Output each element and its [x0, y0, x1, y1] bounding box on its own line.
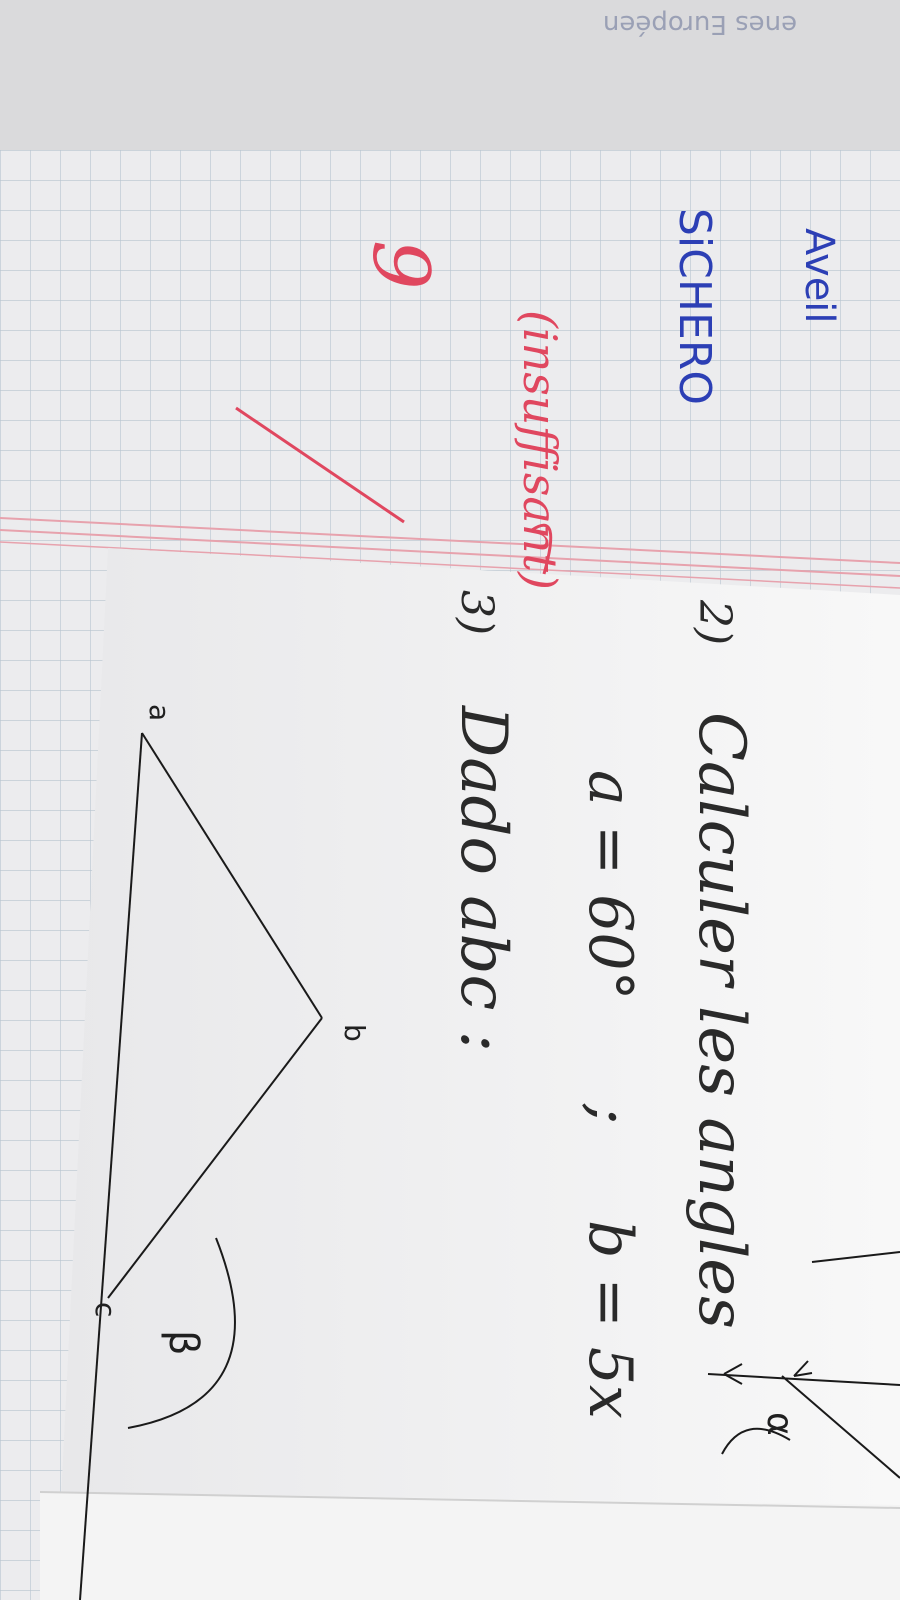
grade-score: 9	[355, 240, 445, 290]
vertex-a-label: a	[143, 704, 176, 722]
student-last-name: SiCHERO	[669, 208, 720, 405]
exercise-3-instruction: Dado abc :	[446, 706, 520, 1053]
grade-comment: (insuffisant)	[513, 310, 567, 590]
angle-beta-label: β	[160, 1330, 206, 1356]
angle-alpha-label: α	[759, 1412, 800, 1436]
vertex-c-label: c	[89, 1302, 122, 1318]
faded-header-text: enes Européen	[602, 9, 798, 39]
exercise-2-instruction: Calculer les angles	[684, 712, 758, 1329]
exercise-2-condition-a: a = 60°	[575, 770, 645, 1001]
exercise-2-separator: ;	[575, 1104, 645, 1125]
student-first-name: Aveil	[796, 228, 842, 324]
vertex-b-label: b	[338, 1024, 371, 1042]
exercise-3-number: 3)	[451, 590, 502, 636]
exercise-2-condition-b: b = 5x	[575, 1220, 645, 1419]
exercise-2-number: 2)	[689, 600, 740, 646]
